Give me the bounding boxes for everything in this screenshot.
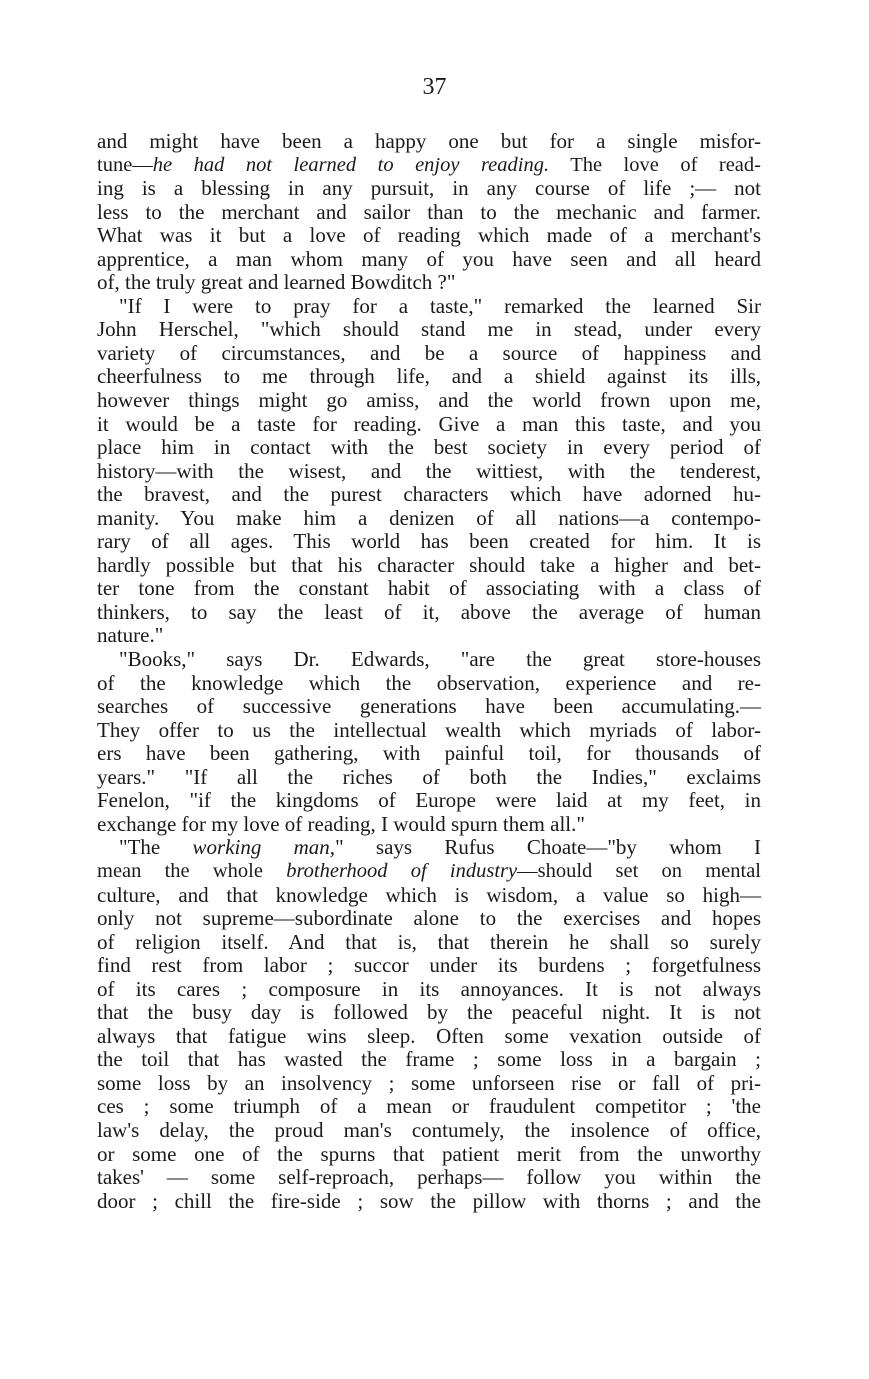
text-run: searches of successive generations have been accumulating.—	[97, 694, 761, 719]
text-run: place him in contact with the best society in every period of	[97, 435, 761, 460]
text-run: tune—	[97, 153, 153, 176]
text-line	[97, 978, 761, 1002]
text-run: variety of circumstances, and be a source of happiness and	[97, 340, 761, 365]
text-line	[97, 577, 761, 601]
text-run: apprentice, a man whom many of you have seen and all heard	[97, 246, 761, 271]
text-run: ing is a blessing in any pursuit, in any course of life ;— not	[97, 176, 761, 201]
text-run: culture, and that knowledge which is wisdom, a value so high—	[97, 882, 761, 907]
text-line	[97, 1095, 761, 1119]
text-run: history—with the wisest, and the wittiest, with the tenderest,	[97, 458, 761, 483]
text-line	[97, 318, 761, 342]
text-line	[97, 789, 761, 813]
text-line	[97, 389, 761, 413]
text-line	[97, 554, 761, 578]
text-run: manity. You make him a denizen of all nations—a contempo-	[97, 505, 761, 530]
text-line	[97, 648, 761, 672]
text-line	[97, 201, 761, 225]
text-line	[97, 507, 761, 531]
text-line	[97, 1048, 761, 1072]
text-run: that the busy day is followed by the peaceful night. It is not	[97, 1000, 761, 1025]
text-line	[97, 177, 761, 201]
text-line	[97, 836, 761, 860]
text-line	[97, 271, 761, 295]
text-run: of, the truly great and learned Bowditch ?"	[97, 270, 456, 295]
text-run: and might have been a happy one but for a single misfor-	[97, 129, 761, 153]
text-line	[97, 672, 761, 696]
text-run: "Books," says Dr. Edwards, "are the great store-houses	[119, 647, 761, 672]
text-line	[97, 130, 761, 154]
text-line	[97, 907, 761, 931]
text-line	[97, 1025, 761, 1049]
text-line	[97, 719, 761, 743]
text-run: mean the whole	[97, 859, 287, 882]
italic-text: he had not learned to enjoy reading.	[152, 153, 550, 176]
text-run: thinkers, to say the least of it, above the average of human	[97, 599, 761, 624]
text-run: of religion itself. And that is, that therein he shall so surely	[97, 929, 761, 954]
text-line	[97, 1072, 761, 1096]
text-run: of its cares ; composure in its annoyances. It is not always	[97, 976, 761, 1001]
text-line	[97, 248, 761, 272]
text-line	[97, 766, 761, 790]
text-run: —should set on mental	[517, 859, 761, 882]
text-line	[97, 342, 761, 366]
text-run: " says Rufus Choate—"by whom I	[335, 835, 761, 860]
text-line	[97, 742, 761, 766]
page-number: 37	[422, 74, 447, 100]
text-line	[97, 1190, 761, 1214]
text-line	[97, 365, 761, 389]
body-text	[97, 130, 761, 1213]
text-line	[97, 224, 761, 248]
text-run: of the knowledge which the observation, experience and re-	[97, 670, 761, 695]
text-run: "If I were to pray for a taste," remarked the learned Sir	[119, 293, 761, 318]
text-run: years." "If all the riches of both the Indies," exclaims	[97, 764, 761, 789]
text-line	[97, 1119, 761, 1143]
text-line	[97, 601, 761, 625]
text-line	[97, 530, 761, 554]
text-run: the toil that has wasted the frame ; some loss in a bargain ;	[97, 1047, 761, 1072]
text-line	[97, 884, 761, 908]
text-run: cheerfulness to me through life, and a shield against its ills,	[97, 364, 761, 389]
text-run: What was it but a love of reading which made of a merchant's	[97, 223, 761, 248]
text-line	[97, 954, 761, 978]
text-run: The love of read-	[549, 153, 761, 176]
text-line	[97, 813, 761, 837]
text-run: always that fatigue wins sleep. Often some vexation outside of	[97, 1023, 761, 1048]
text-run: less to the merchant and sailor than to the mechanic and farmer.	[97, 199, 761, 224]
text-line	[97, 460, 761, 484]
text-line	[97, 1001, 761, 1025]
text-run: find rest from labor ; succor under its burdens ; forgetfulness	[97, 953, 761, 978]
text-line	[97, 436, 761, 460]
text-run: the bravest, and the purest characters which have adorned hu-	[97, 482, 761, 507]
text-run: it would be a taste for reading. Give a man this taste, and you	[97, 411, 761, 436]
text-run: "The	[119, 835, 193, 860]
text-run: John Herschel, "which should stand me in stead, under every	[97, 317, 761, 342]
text-run: rary of all ages. This world has been created for him. It is	[97, 529, 761, 554]
text-run: only not supreme—subordinate alone to the exercises and hopes	[97, 906, 761, 931]
italic-text: working man,	[192, 835, 336, 860]
text-run: They offer to us the intellectual wealth which myriads of labor-	[97, 717, 761, 742]
text-run: nature."	[97, 623, 164, 648]
text-line	[97, 624, 761, 648]
text-run: ter tone from the constant habit of associating with a class of	[97, 576, 761, 601]
text-line	[97, 695, 761, 719]
text-line	[97, 1166, 761, 1190]
text-line	[97, 483, 761, 507]
text-line	[97, 413, 761, 437]
text-run: takes' — some self-reproach, perhaps— follow you within the	[97, 1165, 761, 1190]
text-run: exchange for my love of reading, I would spurn them all."	[97, 811, 585, 836]
text-run: however things might go amiss, and the world frown upon me,	[97, 388, 761, 413]
text-run: Fenelon, "if the kingdoms of Europe were laid at my feet, in	[97, 788, 761, 813]
text-run: door ; chill the fire-side ; sow the pillow with thorns ; and the	[97, 1188, 761, 1213]
text-run: or some one of the spurns that patient merit from the unworthy	[97, 1141, 761, 1166]
text-run: hardly possible but that his character should take a higher and bet-	[97, 552, 761, 577]
text-run: law's delay, the proud man's contumely, the insolence of office,	[97, 1117, 761, 1142]
text-line	[97, 860, 761, 884]
text-line	[97, 154, 761, 178]
text-line	[97, 1143, 761, 1167]
italic-text: brotherhood of industry	[286, 859, 518, 882]
text-line	[97, 295, 761, 319]
text-run: some loss by an insolvency ; some unforseen rise or fall of pri-	[97, 1070, 761, 1095]
text-run: ers have been gathering, with painful toil, for thousands of	[97, 741, 761, 766]
text-line	[97, 931, 761, 955]
text-run: ces ; some triumph of a mean or fraudulent competitor ; 'the	[97, 1094, 761, 1119]
